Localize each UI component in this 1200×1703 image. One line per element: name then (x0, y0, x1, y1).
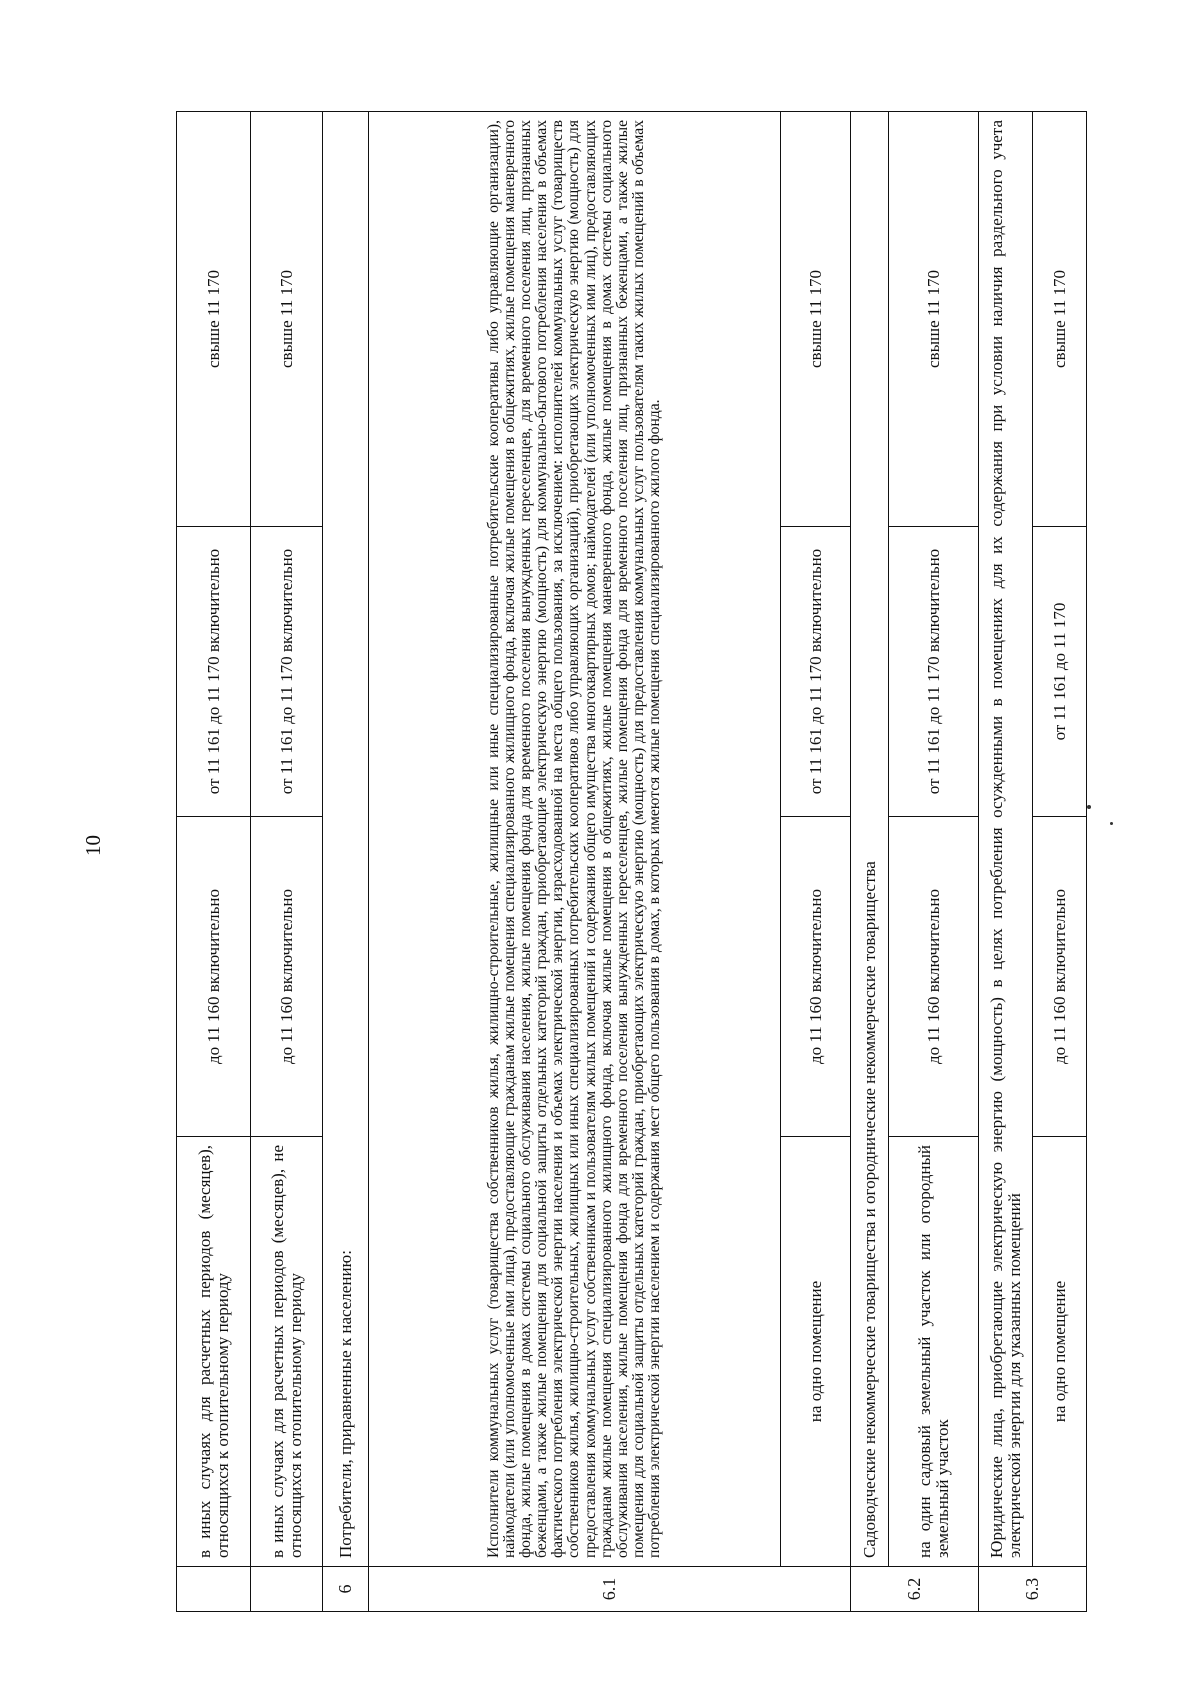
consumer-description: Исполнители коммунальных услуг (товарищества собственников жилья, жилищно-строительные, жилищные или иные специализированные потребительские кооперативы либо управляющие организации), наймодатели (или уполномоченные ими лица), предоставляющие гражданам жилые помещения специализированного жилищного фонда, включая жилые помещения в общежитиях, жилые помещения маневренного фонда, жилые помещения в домах системы социального обслуживания населения, жилые помещения фонда для временного поселения вынужденных переселенцев, для временного поселения лиц, признанных беженцами, а также жилые помещения для социальной защиты отдельных категорий граждан, приобретающие электрическую энергию (мощность) для коммунально-бытового потребления населения в объемах фактического потребления электрической энергии населения и объемах электрической энергии, израсходованной на места общего пользования, за исключением: исполнителей коммунальных услуг (товариществ собственников жилья, жилищно-строительных, жилищных или иных специализированных потребительских кооперативов либо управляющих организаций), приобретающих электрическую энергию (мощность) для предоставления коммунальных услуг собственникам и пользователям жилых помещений и содержания общего имущества многоквартирных домов; наймодателей (или уполномоченных ими лиц), предоставляющих гражданам жилые помещения специализированного жилищного фонда, включая жилые помещения в общежитиях, жилые помещения маневренного фонда, жилые помещения в домах системы социального обслуживания населения, жилые помещения фонда для временного поселения вынужденных переселенцев, жилые помещения фонда для временного поселения лиц, признанных беженцами, а также жилые помещения для социальной защиты отдельных категорий граждан, приобретающих электрическую энергию (мощность) для предоставления коммунальных услуг пользователям таких жилых помещений в объемах потребления электрической энергии населением и содержания мест общего пользования в домах, в которых имеются жилые помещения специализированного жилого фонда. (369, 112, 781, 1567)
rotated-table-page (176, 112, 1086, 1612)
range-second-text: от 11 161 до 11 170 включительно (276, 548, 296, 795)
scan-mark (1087, 805, 1091, 809)
page-number: 10 (81, 835, 105, 856)
range-third: свыше 11 170 (177, 112, 251, 527)
range-second-text: от 11 161 до 11 170 включительно (805, 548, 825, 795)
long-text-row (369, 112, 781, 1612)
range-second-text: от 11 161 до 11 170 включительно (203, 548, 223, 795)
range-second (889, 527, 979, 817)
range-third: свыше 11 170 (251, 112, 323, 527)
section-heading: Юридические лица, приобретающие электрическую энергию (мощность) в целях потребления осужденными в помещениях для их содержания при условии наличия раздельного учета электрической энергии для указанных помещений (979, 112, 1033, 1567)
row-number: 6 (323, 1567, 369, 1612)
table-row (889, 112, 979, 1612)
section-heading: Садоводческие некоммерческие товарищества и огороднические некоммерческие товарищества (851, 112, 889, 1567)
section-row (323, 112, 369, 1612)
table-row (1033, 112, 1087, 1612)
section-row (979, 112, 1033, 1612)
range-second-text: от 11 161 до 11 170 включительно (923, 548, 943, 795)
range-second (781, 527, 851, 817)
range-third: свыше 11 170 (1033, 112, 1087, 527)
table-row (177, 112, 251, 1612)
row-number: 6.3 (979, 1567, 1087, 1612)
range-first: до 11 160 включительно (177, 817, 251, 1137)
section-row (851, 112, 889, 1612)
range-first: до 11 160 включительно (889, 817, 979, 1137)
range-first: до 11 160 включительно (1033, 817, 1087, 1137)
range-third: свыше 11 170 (889, 112, 979, 527)
row-number (251, 1567, 323, 1612)
row-number: 6.1 (369, 1567, 851, 1612)
range-third: свыше 11 170 (781, 112, 851, 527)
range-second (177, 527, 251, 817)
range-second: от 11 161 до 11 170 (1033, 527, 1087, 817)
section-heading: Потребители, приравненные к населению: (323, 112, 369, 1567)
row-number (177, 1567, 251, 1612)
scan-mark (1110, 822, 1113, 825)
row-description: на один садовый земельный участок или огородный земельный участок (889, 1137, 979, 1567)
row-number: 6.2 (851, 1567, 979, 1612)
range-first: до 11 160 включительно (251, 817, 323, 1137)
table-row (251, 112, 323, 1612)
row-description: на одно помещение (1033, 1137, 1087, 1567)
row-description: на одно помещение (781, 1137, 851, 1567)
table-row (781, 112, 851, 1612)
row-description: в иных случаях для расчетных периодов (месяцев), относящихся к отопительному периоду (177, 1137, 251, 1567)
row-description: в иных случаях для расчетных периодов (месяцев), не относящихся к отопительному периоду (251, 1137, 323, 1567)
range-first: до 11 160 включительно (781, 817, 851, 1137)
tariff-table (176, 111, 1087, 1612)
range-second (251, 527, 323, 817)
